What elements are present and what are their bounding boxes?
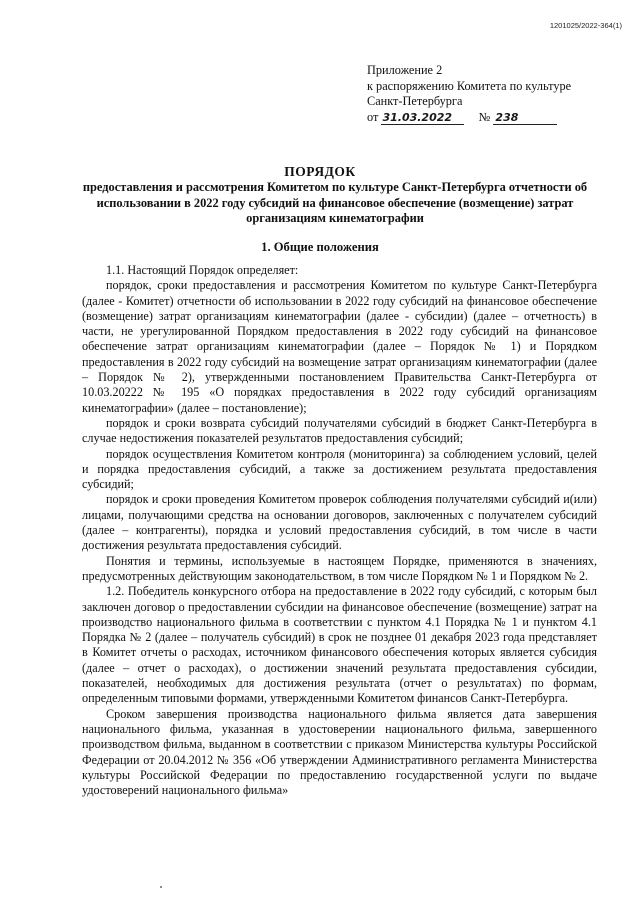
appendix-line-1: Приложение 2: [367, 63, 443, 77]
document-body: [82, 263, 597, 798]
paragraph-1-1: 1.1. Настоящий Порядок определяет:: [106, 263, 299, 277]
appendix-date-prefix: от: [367, 109, 379, 124]
paragraph-terms: Понятия и термины, используемые в настоящем Порядке, применяются в значениях, предусмотренных действующим законодательством, в том числе Порядком № 1 и Порядком № 2.: [82, 553, 597, 583]
document-title: ПОРЯДОК: [284, 164, 356, 179]
appendix-line-3: Санкт-Петербурга: [367, 94, 463, 109]
document-number: 1201025/2022-364(1): [549, 21, 622, 30]
paragraph-inspection-order: порядок и сроки проведения Комитетом проверок соблюдения получателями субсидий и(или) лицами, получающими средства на основании договоров, заключенных с получателем субсидий (далее – контрагенты), порядка и условий предоставления субсидий, в том числе в части достижения результата предоставления субсидий.: [82, 492, 597, 553]
section-title: 1. Общие положения: [261, 240, 379, 254]
paragraph-control-order: порядок осуществления Комитетом контроля (мониторинга) за соблюдением условий, целей и порядка предоставления субсидий, а также за достижением результата предоставления субсидий;: [82, 446, 597, 492]
paragraph-return-order: порядок и сроки возврата субсидий получателями субсидий в бюджет Санкт-Петербурга в случае недостижения показателей результатов предоставления субсидий;: [82, 415, 597, 446]
appendix-block: [367, 63, 571, 125]
paragraph-order-terms: порядок, сроки предоставления и рассмотрения Комитетом по культуре Санкт-Петербурга (далее - Комитет) отчетности об использовании в 2022 году субсидий на финансовое обеспечение (возмещение) затрат организациям кинематографии (далее - субсидии) (далее – отчетность) в части, не урегулированной Порядком предоставления в 2022 году субсидий на финансовое обеспечение затрат организациям кинематографии (далее – Порядок № 1) и Порядком предоставления в 2022 году субсидий на возмещение затрат организациям кинематографии (далее – Порядок № 2), утвержденными постановлением Правительства Санкт-Петербурга от 10.03.20222 № 195 «О порядках предоставления в 2022 году субсидий организациям кинематографии» (далее – постановление);: [82, 278, 597, 415]
appendix-number-sign: №: [478, 109, 491, 124]
appendix-signature-line: [367, 110, 571, 126]
scan-speck: [160, 886, 162, 888]
document-subtitle: предоставления и рассмотрения Комитетом по культуре Санкт-Петербурга отчетности об использовании в 2022 году субсидий на финансовое обеспечение (возмещение) затрат организациям кинематографии: [82, 180, 588, 225]
paragraph-1-2: 1.2. Победитель конкурсного отбора на предоставление в 2022 году субсидий, с которым был заключен договор о предоставлении субсидии на финансовое обеспечение (возмещение) затрат на производство национального фильма в соответствии с пунктом 4.1 Порядка № 1 и пунктом 4.1 Порядка № 2 (далее – получатель субсидий) в срок не позднее 01 декабря 2023 года представляет в Комитет отчеты о расходах, источником финансового обеспечения которых является субсидия (далее – отчет о расходах), о достижении значений результата предоставления субсидии, показателей, необходимых для достижения результата (отчет о результатах) по формам, определенным типовыми формами, утвержденными Комитетом финансов Санкт-Петербурга.: [82, 584, 597, 706]
appendix-date-handwritten: 31.03.2022: [381, 112, 464, 125]
appendix-number-handwritten: 238: [493, 112, 557, 125]
appendix-line-2: к распоряжению Комитета по культуре: [367, 78, 572, 93]
paragraph-completion-date: Сроком завершения производства национального фильма является дата завершения национального фильма, указанная в удостоверении национального фильма, завершенного производством фильма, выданном в соответствии с приказом Министерства культуры Российской Федерации от 20.04.2012 № 356 «Об утверждении Административного регламента Министерства культуры Российской Федерации по предоставлению государственной услуги по выдаче удостоверений национального фильма»: [82, 706, 597, 798]
